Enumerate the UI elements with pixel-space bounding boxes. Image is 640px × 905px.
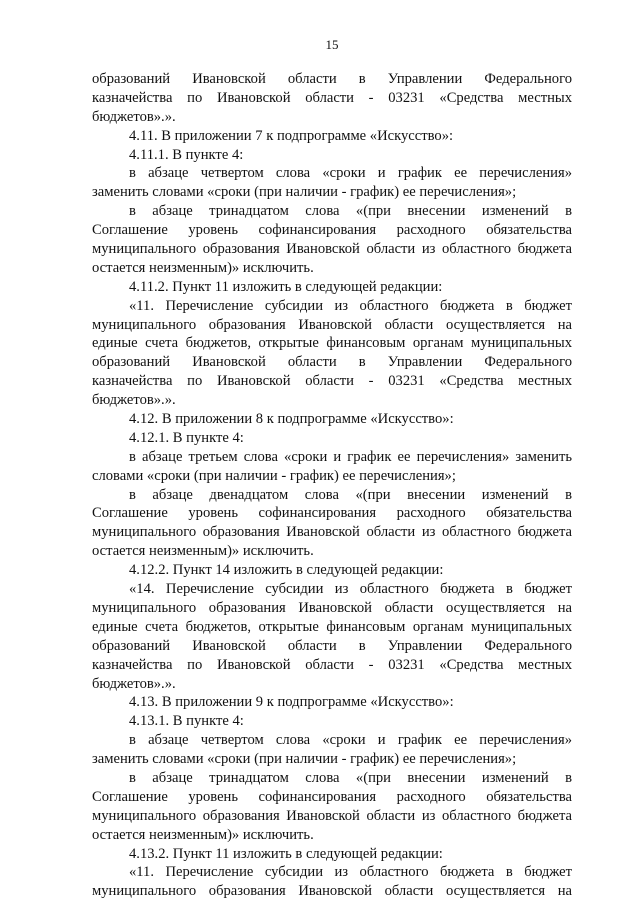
- text-line: в абзаце четвертом слова «сроки и график ее перечисления»: [129, 732, 572, 749]
- text-line: словами «сроки (при наличии - график) ее перечисления»;: [92, 467, 456, 484]
- text-line: Соглашение уровень софинансирования расходного обязательства: [92, 222, 572, 239]
- text-line: остается неизменным)» исключить.: [92, 826, 314, 843]
- text-line: муниципального образования Ивановской области из областного бюджета: [92, 241, 572, 258]
- text-line: «11. Перечисление субсидии из областного бюджета в бюджет: [129, 864, 572, 881]
- text-line: муниципального образования Ивановской области из областного бюджета: [92, 524, 572, 541]
- text-line: 4.12.1. В пункте 4:: [129, 429, 244, 446]
- text-line: остается неизменным)» исключить.: [92, 259, 314, 276]
- text-line: образований Ивановской области в Управлении Федерального: [92, 354, 572, 371]
- text-line: в абзаце четвертом слова «сроки и график ее перечисления»: [129, 165, 572, 182]
- text-line: в абзаце тринадцатом слова «(при внесении изменений в: [129, 203, 572, 220]
- text-line: 4.13. В приложении 9 к подпрограмме «Искусство»:: [129, 694, 454, 711]
- text-line: казначейства по Ивановской области - 03231 «Средства местных: [92, 373, 572, 390]
- text-line: казначейства по Ивановской области - 03231 «Средства местных: [92, 89, 572, 106]
- text-line: 4.13.2. Пункт 11 изложить в следующей редакции:: [129, 845, 443, 862]
- text-line: образований Ивановской области в Управлении Федерального: [92, 637, 572, 654]
- text-line: образований Ивановской области в Управлении Федерального: [92, 71, 572, 87]
- text-line: бюджетов».».: [92, 675, 176, 692]
- document-body: [92, 70, 572, 901]
- text-line: 4.12.2. Пункт 14 изложить в следующей редакции:: [129, 562, 444, 579]
- text-line: муниципального образования Ивановской области из областного бюджета: [92, 807, 572, 824]
- document-page: [92, 36, 572, 901]
- text-line: Соглашение уровень софинансирования расходного обязательства: [92, 505, 572, 522]
- text-line: заменить словами «сроки (при наличии - график) ее перечисления»;: [92, 751, 517, 768]
- text-line: муниципального образования Ивановской области осуществляется на: [92, 883, 572, 900]
- text-line: в абзаце двенадцатом слова «(при внесении изменений в: [129, 486, 572, 503]
- text-line: 4.11.1. В пункте 4:: [129, 146, 244, 163]
- text-line: 4.13.1. В пункте 4:: [129, 713, 244, 730]
- text-line: Соглашение уровень софинансирования расходного обязательства: [92, 788, 572, 805]
- text-line: 4.11.2. Пункт 11 изложить в следующей редакции:: [129, 278, 443, 295]
- text-line: бюджетов».».: [92, 108, 176, 125]
- text-line: муниципального образования Ивановской области осуществляется на: [92, 316, 572, 333]
- text-line: заменить словами «сроки (при наличии - график) ее перечисления»;: [92, 184, 517, 201]
- text-line: в абзаце тринадцатом слова «(при внесении изменений в: [129, 769, 572, 786]
- text-line: казначейства по Ивановской области - 03231 «Средства местных: [92, 656, 572, 673]
- text-line: остается неизменным)» исключить.: [92, 543, 314, 560]
- text-line: в абзаце третьем слова «сроки и график ее перечисления» заменить: [129, 448, 572, 465]
- text-line: «14. Перечисление субсидии из областного бюджета в бюджет: [129, 581, 572, 598]
- page-number: 15: [325, 37, 339, 52]
- text-line: единые счета бюджетов, открытые финансовым органам муниципальных: [92, 335, 572, 352]
- text-line: единые счета бюджетов, открытые финансовым органам муниципальных: [92, 618, 572, 635]
- text-line: 4.11. В приложении 7 к подпрограмме «Искусство»:: [129, 127, 454, 144]
- text-line: бюджетов».».: [92, 392, 176, 409]
- text-line: 4.12. В приложении 8 к подпрограмме «Искусство»:: [129, 411, 454, 428]
- text-line: муниципального образования Ивановской области осуществляется на: [92, 599, 572, 616]
- text-line: «11. Перечисление субсидии из областного бюджета в бюджет: [129, 297, 572, 314]
